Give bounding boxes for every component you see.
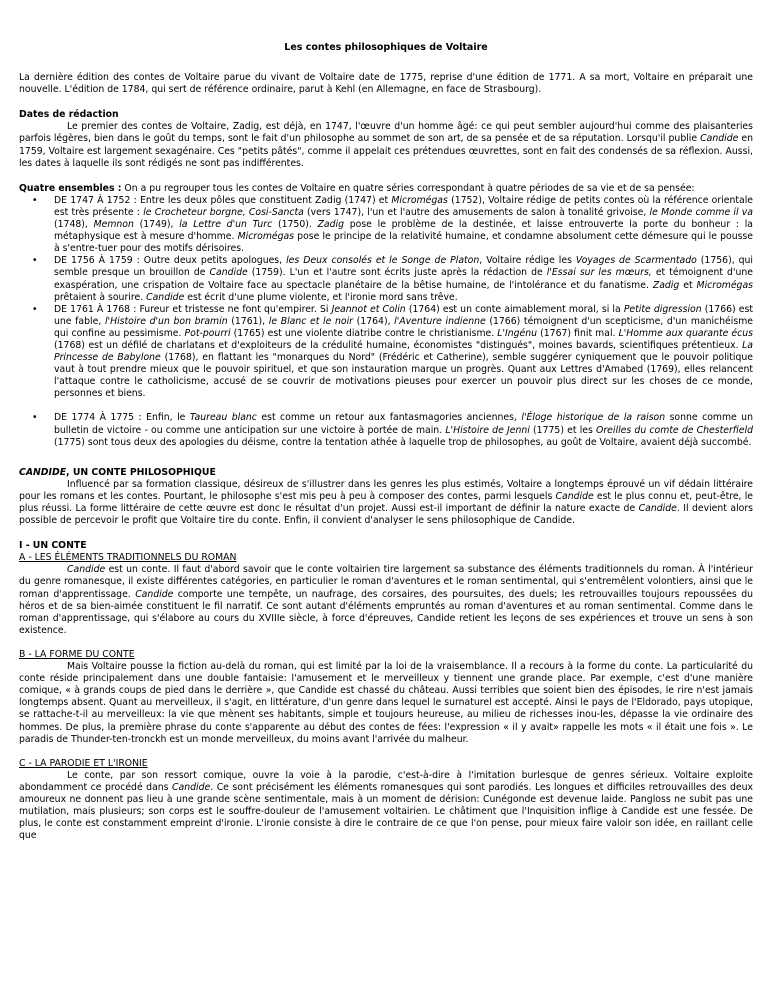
document-page: [19, 0, 753, 842]
dates-heading: Dates de rédaction: [19, 109, 119, 121]
subsection-c-heading: C - LA PARODIE ET L'IRONIE: [19, 757, 148, 769]
section-un-conte: [19, 540, 753, 842]
section-quatre-ensembles: [19, 183, 753, 449]
subsection-a-heading: A - LES ÉLÉMENTS TRADITIONNELS DU ROMAN: [19, 552, 237, 564]
bullet-icon: •: [32, 303, 38, 315]
quatre-heading: Quatre ensembles :: [19, 182, 122, 194]
list-item: • DE 1756 À 1759 : Outre deux petits apologues, les Deux consolés et le Songe de Platon, Voltaire rédige les Voyages de Scarmentado (1756), qui semble presque un brouillon de Candide (1759). L'un et l'autre sont écrits juste après la rédaction de l'Essai sur les mœurs, et témoignent d'une exaspération, une crispation de Voltaire face au spectacle planétaire de la bêtise humaine, de l'intolérance et du fanatisme. Zadig et Micromégas prêtaient à sourire. Candide est écrit d'une plume violente, et l'ironie mord sans trêve.: [32, 255, 754, 303]
candide-paragraph: Influencé par sa formation classique, désireux de s'illustrer dans les genres les plus estimés, Voltaire a longtemps éprouvé un vif dédain littéraire pour les romans et les contes. Pourtant, le philosophe s'est mis peu à peu à composer des contes, parmi lesquels Candide est le plus connu et, peut-être, le plus réussi. La forme littéraire de cette œuvre est donc le résultat d'un projet. Aussi est-il important de définir la nature exacte de Candide. Il devient alors possible de percevoir le profit que Voltaire tire du conte. Enfin, il convient d'analyser le sens philosophique de Candide.: [19, 478, 754, 527]
bullet-icon: •: [32, 412, 38, 424]
quatre-intro: Quatre ensembles : On a pu regrouper tous les contes de Voltaire en quatre séries correspondant à quatre périodes de sa vie et de sa pensée:: [19, 182, 695, 194]
candide-heading: CANDIDE, UN CONTE PHILOSOPHIQUE: [19, 466, 216, 478]
bullet-icon: •: [32, 255, 38, 267]
subsection-c-paragraph: Le conte, par son ressort comique, ouvre la voie à la parodie, c'est-à-dire à l'imitation burlesque de genres sérieux. Voltaire exploite abondamment ce procédé dans Candide. Ce sont précisément les éléments romanesques qui sont parodiés. Les longues et difficiles retrouvailles des deux amoureux ne donnent pas lieu à une grande scène sentimentale, mais à un moment de dérision: Cunégonde est devenue laide. Pangloss ne subit pas une mutilation, mais plusieurs; son corps est le souffre-douleur de l'amusement voltairien. Le châtiment que l'Inquisition inflige à Candide est une fessée. De plus, le conte est constamment empreint d'ironie. L'ironie consiste à dire le contraire de ce que l'on pense, pour mieux faire valoir son idée, en raillant celle que: [19, 769, 753, 842]
dates-paragraph: Le premier des contes de Voltaire, Zadig, est déjà, en 1747, l'œuvre d'un homme âgé: ce qui peut sembler aujourd'hui comme des plaisanteries parfois légères, bien dans le goût du temps, sont le fait d'un philosophe au sommet de son art, de sa pensée et de sa réputation. Lorsqu'il publie Candide en 1759, Voltaire est largement sexagénaire. Ces "petits pâtés", comme il appelait ces prétendues œuvrettes, sont en fait des condensés de sa réflexion. Aussi, les dates à laquelle ils sont rédigés ne sont pas indifférentes.: [19, 121, 753, 169]
list-item: • DE 1774 À 1775 : Enfin, le Taureau blanc est comme un retour aux fantasmagories anciennes, l'Éloge historique de la raison sonne comme un bulletin de victoire - ou comme une anticipation sur une victoire à portée de main. L'Histoire de Jenni (1775) et les Oreilles du comte de Chesterfield (1775) sont tous deux des apologies du déisme, contre la tentation athée à laquelle trop de philosophes, au goût de Voltaire, avaient déjà succombé.: [32, 412, 753, 448]
subsection-b-heading: B - LA FORME DU CONTE: [19, 648, 135, 660]
section-candide: [19, 467, 753, 527]
list-item: • DE 1747 À 1752 : Entre les deux pôles que constituent Zadig (1747) et Micromégas (1752), Voltaire rédige de petits contes où la référence orientale est très présente : le Crocheteur borgne, Cosi-Sancta (vers 1747), l'un et l'autre des amusements de salon à tonalité grivoise, le Monde comme il va (1748), Memnon (1749), la Lettre d'un Turc (1750). Zadig pose le problème de la destinée, et laisse entrouverte la porte du bonheur : la métaphysique est à mesure d'homme. Micromégas pose le principe de la relativité humaine, et condamne absolument cette démesure qui le pousse à s'entre-tuer pour des motifs dérisoires.: [32, 194, 754, 255]
bullet-icon: •: [32, 194, 38, 206]
list-item: • DE 1761 À 1768 : Fureur et tristesse ne font qu'empirer. Si Jeannot et Colin (1764) est un conte aimablement moral, si la Petite digression (1766) est une fable, l'Histoire d'un bon bramin (1761), le Blanc et le noir (1764), l'Aventure indienne (1766) témoignent d'un scepticisme, d'un manichéisme qui confine au pessimisme. Pot-pourri (1765) est une violente diatribe contre le christianisme. L'Ingénu (1767) finit mal. L'Homme aux quarante écus (1768) est un défilé de charlatans et d'exploiteurs de la crédulité humaine, économistes "distingués", moines bavards, scientifiques prétentieux. La Princesse de Babylone (1768), en flattant les "monarques du Nord" (Frédéric et Catherine), semble suggérer cyniquement que le pouvoir politique vaut à tout prendre mieux que le pouvoir spirituel, et que son instauration marque un progrès. Quant aux Lettres d'Amabed (1769), elles relancent l'attaque contre le catholicisme, accusé de se couvrir de motivations pieuses pour exercer un pouvoir plus direct sur les choses de ce monde, personnes et biens.: [32, 303, 754, 400]
subsection-a-paragraph: Candide est un conte. Il faut d'abord savoir que le conte voltairien tire largement sa substance des éléments traditionnels du roman. À l'intérieur du genre romanesque, il existe différentes catégories, en particulier le roman d'aventures et le roman sentimental, qui s'entremêlent volontiers, ainsi que le roman d'apprentissage. Candide comporte une tempête, un naufrage, des corsaires, des poursuites, des duels; les retrouvailles toujours repoussées du héros et de sa bien-aimée constituent le fil narratif. Ce sont autant d'éléments empruntés au roman d'aventures et au roman sentimental. Comme dans le roman d'apprentissage, qui s'élabore au cours du XVIIIe siècle, à force d'épreuves, Candide retient les leçons de ses expériences et trouve un sens à son existence.: [19, 564, 753, 636]
document-title: Les contes philosophiques de Voltaire: [284, 42, 488, 53]
periods-list: [19, 195, 753, 449]
section-1-heading: I - UN CONTE: [19, 540, 87, 552]
subsection-b-paragraph: Mais Voltaire pousse la fiction au-delà du roman, qui est limité par la loi de la vraisemblance. Il a recours à la forme du conte. La particularité du conte réside principalement dans une double fantaisie: l'amusement et le merveilleux y tiennent une grande place. Par exemple, c'est d'une manière comique, « à grands coups de pied dans le derrière », que Candide est chassé du château. Aussi terribles que soient bien des épisodes, le rire n'est jamais longtemps absent. Quant au merveilleux, il s'agit, en littérature, d'un genre dans lequel le surnaturel est accepté. Ainsi le pays de l'Eldorado, pays utopique, se rattache-t-il au merveilleux: la vie que mènent ses habitants, simple et toujours heureuse, au milieu de richesses inou-les, dépasse la vie ordinaire des hommes. De plus, la première phrase du conte s'apparente au début des contes de fées: l'expression « il y avait» rappelle les mots « il était une fois ». Le paradis de Thunder-ten-tronckh est un monde merveilleux, du moins avant l'arrivée du malheur.: [19, 661, 753, 745]
section-dates: [19, 109, 753, 169]
intro-paragraph: La dernière édition des contes de Voltaire parue du vivant de Voltaire date de 1775, reprise d'une édition de 1771. A sa mort, Voltaire en préparait une nouvelle. L'édition de 1784, qui sert de référence ordinaire, parut à Kehl (en Allemagne, en face de Strasbourg).: [19, 72, 753, 96]
